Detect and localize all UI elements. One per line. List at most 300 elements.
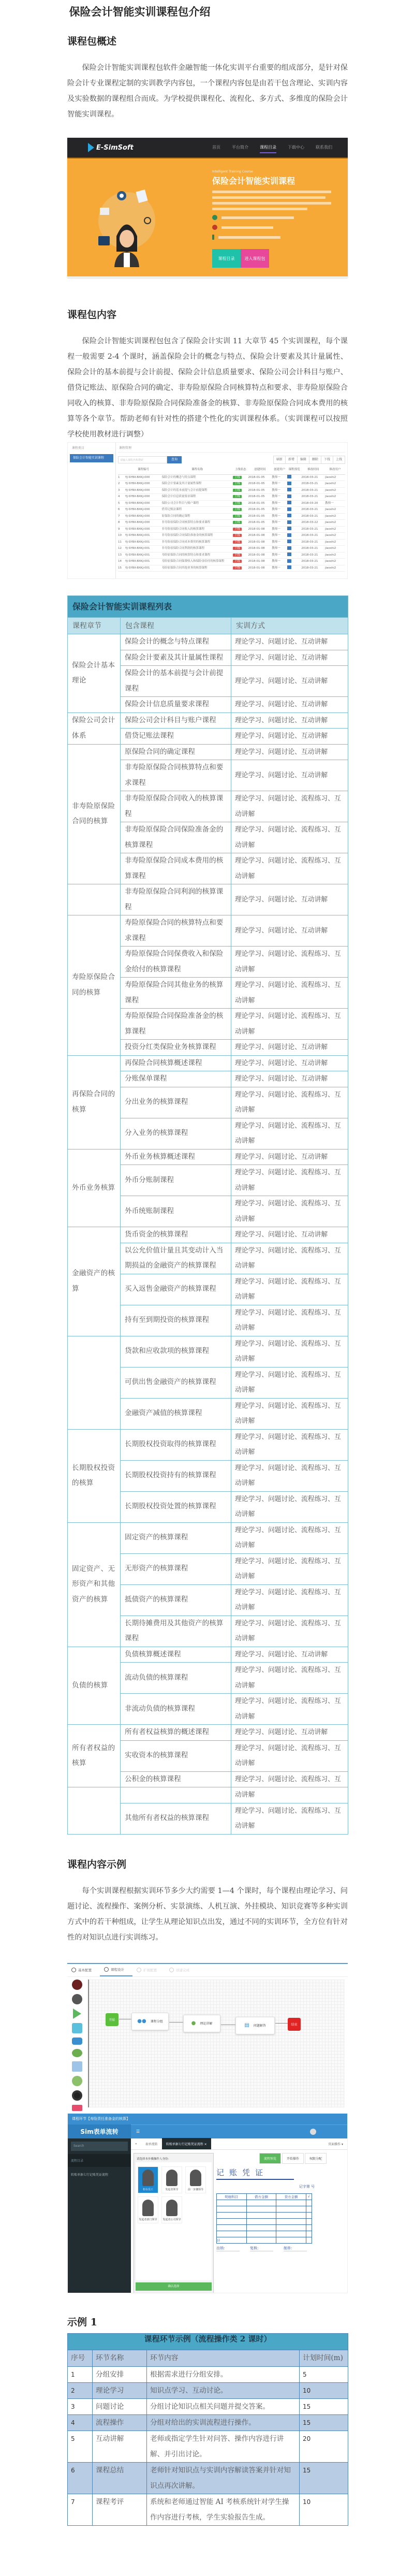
tab-voucher-flow[interactable]: 转账单据七行记账凭证流程 ×: [162, 2138, 211, 2149]
grid-cell: 2018-03-21: [301, 546, 325, 552]
grid-cell: 5: [118, 500, 125, 507]
grid-cell: 寿险原保险合同的核算特点和要求课程: [162, 552, 233, 559]
person-avatar-icon: [166, 2170, 178, 2186]
grid-row[interactable]: [118, 539, 345, 546]
voucher-cell[interactable]: [306, 2218, 312, 2224]
grid-cell: 教师一: [325, 500, 345, 507]
tree-title: 课程类目: [72, 446, 85, 450]
preview-icon[interactable]: [287, 475, 291, 478]
steps-table-row: [68, 2414, 348, 2431]
toolbar-button[interactable]: 上线: [333, 456, 345, 464]
grid-cell: 非寿险原保险合同利润的核算课程: [162, 546, 233, 552]
banner-nav-item[interactable]: 下载中心: [288, 144, 304, 150]
grid-cell: YJ-SYBX-BXKJ-001: [125, 559, 162, 565]
grid-row[interactable]: [118, 533, 345, 540]
status-cell: [233, 487, 248, 494]
grid-row[interactable]: [118, 520, 345, 527]
example-heading: 课程内容示例: [67, 1858, 127, 1870]
grid-row[interactable]: [118, 494, 345, 501]
voucher-cell[interactable]: [276, 2237, 306, 2243]
course-name-cell: 寿险原保险合同保险准备金的核算课程: [121, 1009, 231, 1040]
wizard-step[interactable]: [165, 1968, 198, 1972]
grid-cell: 教师一: [272, 500, 287, 507]
sim-window-header: 课程环节【寿险责任准备金的核算】: [68, 2114, 347, 2124]
grid-cell: 2018-03-21: [301, 481, 325, 488]
course-name-cell: 公积金的核算课程: [121, 1771, 231, 1787]
wizard-step[interactable]: [100, 1963, 132, 1976]
step-minutes: 15: [300, 2462, 348, 2494]
voucher-cell[interactable]: [306, 2231, 312, 2237]
banner-nav-item[interactable]: 联系我们: [316, 144, 332, 150]
grid-cell: 教师一: [272, 526, 287, 533]
voucher-cell[interactable]: [276, 2212, 306, 2218]
voucher-cell[interactable]: [306, 2200, 312, 2206]
status-cell: [233, 481, 248, 488]
grid-cell: 2018-01-08: [248, 526, 272, 533]
grid-cell: 14: [118, 559, 125, 565]
grid-cell: 2018-01-08: [248, 546, 272, 552]
grid-cell: 教师一: [272, 559, 287, 565]
step-content: 老师针对知识点与实训内容解读答案并针对知识点再次讲解。: [147, 2462, 300, 2494]
globe-tool-icon[interactable]: [72, 2076, 82, 2086]
training-method-cell: 理论学习、问题讨论、流程练习、互动讲解: [231, 1196, 348, 1227]
preview-icon[interactable]: [287, 520, 291, 524]
voucher-cell[interactable]: [276, 2200, 306, 2206]
grid-cell: jiaoshi2: [325, 565, 345, 572]
voucher-cell[interactable]: [246, 2212, 276, 2218]
step-number: 5: [68, 2431, 93, 2462]
step-name: 流程操作: [93, 2414, 147, 2431]
banner-nav-item[interactable]: 首页: [212, 144, 220, 150]
course-name-cell: 非寿险原保险合同利润的核算课程: [121, 884, 231, 915]
tab-prev-icon[interactable]: «: [135, 2142, 137, 2146]
role-option[interactable]: [161, 2166, 182, 2193]
page-title: 保险会计智能实训课程包介绍: [69, 5, 211, 18]
training-method-cell: 理论学习、问题讨论、流程练习、互动讲解: [231, 1118, 348, 1149]
preview-cell: [287, 487, 301, 494]
grid-row[interactable]: [118, 526, 345, 533]
dialog-title: 请选择本步骤操作人身份：: [137, 2157, 171, 2161]
content-text: 保险会计智能实训课程包包含了保险会计实训 11 大章节 45 个实训课程，每个课程一般需要 2-4 个课时，涵盖保险会计的概念与特点、保险会计要素及其计量属性、保险会计的基本前提与会计前提、保险会计信息质量要求、保险公司会计科目与账户、借贷记账法、原保险合同的确定、非寿险原保险合同核算特点和要求、非寿险原保险合同收入的核算、非寿险原保险合同保险准备金的核算、非寿险原保险合同成本费用的核算等各个章节。帮助老师有针对性的搭建个性化的实训课程体系。（实训课程可以按照学校使用教材进行调整）: [67, 337, 348, 439]
voucher-cell[interactable]: [246, 2218, 276, 2224]
panel-title: 课程管理: [118, 445, 345, 453]
start-tool-icon[interactable]: [73, 2009, 81, 2019]
voucher-cell[interactable]: [217, 2218, 247, 2224]
training-method-cell: 理论学习、问题讨论、互动讲解: [231, 760, 348, 791]
training-method-cell: 理论学习、问题讨论、流程练习、互动讲解: [231, 947, 348, 978]
grid-row[interactable]: [118, 500, 345, 507]
status-badge: 下线: [233, 566, 242, 570]
status-badge: 下线: [233, 534, 242, 537]
voucher-cell[interactable]: [217, 2200, 247, 2206]
course-name-cell: 分入业务的核算课程: [121, 1118, 231, 1149]
course-name-cell: 再保险合同核算概述课程: [121, 1055, 231, 1071]
grid-cell: 2018-03-21: [301, 507, 325, 514]
voucher-cell[interactable]: [276, 2224, 306, 2231]
grid-cell: 2018-03-20: [301, 500, 325, 507]
preview-icon[interactable]: [287, 533, 291, 537]
grid-cell: 寿险原保险合同保费收入和保险金给付的核算课程: [162, 559, 233, 565]
training-method-cell: 理论学习、问题讨论、流程练习、互动讲解: [231, 1009, 348, 1040]
grid-cell: jiaoshi2: [325, 481, 345, 488]
preview-icon[interactable]: [287, 559, 291, 563]
voucher-cell[interactable]: [217, 2212, 247, 2218]
voucher-row: [217, 2206, 312, 2212]
tab-form-flow[interactable]: 表单流转: [145, 2142, 158, 2146]
preview-icon[interactable]: [287, 527, 291, 530]
course-row: [68, 884, 348, 915]
end-tool-icon[interactable]: [72, 2105, 82, 2111]
role-option[interactable]: [161, 2196, 182, 2223]
grid-cell: 教师一: [272, 513, 287, 520]
user-tool-icon[interactable]: [72, 2049, 82, 2057]
grid-cell: 2018-03-21: [301, 565, 325, 572]
grid-cell: 13: [118, 552, 125, 559]
role-label: 发起者领导: [165, 2188, 179, 2191]
col-chapter: 课程章节: [68, 618, 121, 634]
person-avatar-icon: [190, 2170, 201, 2186]
course-name-cell: 流动负债的核算课程: [121, 1663, 231, 1694]
course-row: [68, 1227, 348, 1243]
step-number: 3: [68, 2398, 93, 2414]
training-method-cell: 理论学习、问题讨论、流程练习、互动讲解: [231, 1336, 348, 1367]
grid-cell: 7: [118, 513, 125, 520]
voucher-row: [217, 2237, 312, 2243]
grid-cell: 2018-01-08: [248, 559, 272, 565]
training-method-cell: 理论学习、问题讨论、互动讲解: [231, 1149, 348, 1165]
grid-cell: 2: [118, 481, 125, 488]
check-circle-icon: [71, 1968, 76, 1972]
chapter-cell: [68, 1336, 121, 1429]
flow-node[interactable]: [131, 2013, 169, 2030]
course-row: [68, 634, 348, 650]
training-method-cell: 理论学习、问题讨论、互动讲解: [231, 634, 348, 650]
grid-cell: jiaoshi2: [325, 494, 345, 501]
role-option[interactable]: [138, 2196, 158, 2223]
flow-node[interactable]: [235, 2017, 275, 2034]
course-name-cell: 固定资产的核算课程: [121, 1522, 231, 1553]
grid-row[interactable]: [118, 546, 345, 552]
training-method-cell: 理论学习、问题讨论、互动讲解: [231, 697, 348, 713]
training-method-cell: 理论学习、问题讨论、互动讲解: [231, 1647, 348, 1663]
sidebar-menu-item[interactable]: 转账单据七行记账凭证流程: [71, 2173, 109, 2177]
chapter-cell: [68, 1787, 121, 1835]
status-cell: [233, 500, 248, 507]
step-name: 问题讨论: [93, 2398, 147, 2414]
start-node[interactable]: 开始: [106, 2013, 119, 2026]
menu-toggle-icon[interactable]: ☰: [136, 2129, 140, 2134]
step-label: 基本配置: [78, 1968, 92, 1972]
toolbar-button[interactable]: 编辑: [297, 456, 309, 464]
grid-cell: 2018-03-21: [301, 526, 325, 533]
grid-row[interactable]: [118, 507, 345, 514]
preview-cell: [287, 539, 301, 546]
step-content: 根据需求进行分组安排。: [147, 2366, 300, 2382]
tree-item-selected[interactable]: 保险会计智能实训课程: [70, 454, 113, 462]
course-name-cell: 分账保单课程: [121, 1071, 231, 1087]
voucher-cell[interactable]: [217, 2224, 247, 2231]
step-number: 1: [68, 2366, 93, 2382]
wizard-step[interactable]: [67, 1968, 100, 1972]
step-number-icon: [104, 1967, 109, 1972]
preview-icon[interactable]: [287, 565, 291, 569]
toolbar-button[interactable]: 下线: [321, 456, 333, 464]
step-number: 2: [68, 2382, 93, 2398]
flow-preview-button[interactable]: 流程预览: [259, 2153, 281, 2164]
preview-icon[interactable]: [287, 552, 291, 556]
step-minutes: 15: [300, 2414, 348, 2431]
course-catalog-button[interactable]: 课程目录: [212, 249, 241, 268]
preview-cell: [287, 565, 301, 572]
status-cell: [233, 513, 248, 520]
course-name-cell: 寿险原保险合同保费收入和保险金给付的核算课程: [121, 947, 231, 978]
grid-row[interactable]: [118, 487, 345, 494]
chapter-cell: 负债的核算: [68, 1647, 121, 1725]
preview-cell: [287, 507, 301, 514]
training-method-cell: 理论学习、问题讨论、流程练习、互动讲解: [231, 1740, 348, 1771]
user-avatar[interactable]: [310, 2129, 316, 2135]
preview-cell: [287, 533, 301, 540]
grid-row[interactable]: [118, 474, 345, 481]
document-tool-icon[interactable]: [72, 2061, 82, 2072]
course-name-cell: 非流动负债的核算课程: [121, 1694, 231, 1725]
grid-cell: jiaoshi2: [325, 533, 345, 540]
enter-course-button[interactable]: 进入课程包: [241, 249, 269, 268]
status-cell: [233, 539, 248, 546]
training-method-cell: 理论学习、问题讨论、流程练习、互动讲解: [231, 1553, 348, 1584]
businesswoman-illustration: [96, 184, 158, 267]
steps-table-row: [68, 2382, 348, 2398]
voucher-col: 贷方金额: [276, 2193, 306, 2200]
pointer-tool-icon[interactable]: [72, 1980, 82, 1990]
course-name-cell: 可供出售金融资产的核算课程: [121, 1367, 231, 1398]
grid-row[interactable]: [118, 513, 345, 520]
group-icon: ●●: [137, 2018, 146, 2024]
preview-cell: [287, 559, 301, 565]
grid-cell: 非寿险原保险合同收入的核算课程: [162, 526, 233, 533]
step-content: 知识点学习、互动讨论。: [147, 2382, 300, 2398]
preview-icon[interactable]: [287, 540, 291, 543]
step-minutes: 15: [300, 2398, 348, 2414]
voucher-cell[interactable]: [276, 2218, 306, 2224]
sidebar-search-input[interactable]: Search: [71, 2142, 128, 2151]
grid-row[interactable]: [118, 559, 345, 565]
toolbar-button[interactable]: 新增: [285, 456, 298, 464]
course-name-cell: 非寿险原保险合同收入的核算课程: [121, 791, 231, 822]
voucher-cell[interactable]: [246, 2206, 276, 2212]
voucher-cell[interactable]: [217, 2206, 247, 2212]
training-method-cell: 理论学习、问题讨论、互动讲解: [231, 1725, 348, 1741]
step-name: 分组安排: [93, 2366, 147, 2382]
grid-cell: YJ-SYBX-BXKJ-000: [125, 526, 162, 533]
banner-nav-item[interactable]: 平台简介: [232, 144, 248, 150]
training-method-cell: 理论学习、问题讨论、互动讲解: [231, 666, 348, 697]
steps-table-header: 计划时间(m): [300, 2350, 348, 2366]
preview-icon[interactable]: [287, 507, 291, 511]
grid-cell: jiaoshi2: [325, 539, 345, 546]
grid-cell: YJ-SYBX-BXKJ-000: [125, 513, 162, 520]
grid-cell: 9: [118, 526, 125, 533]
preview-icon[interactable]: [287, 546, 291, 550]
course-name-cell: 负债核算概述课程: [121, 1647, 231, 1663]
accounting-voucher: [216, 2167, 315, 2251]
voucher-col: 借方金额: [246, 2193, 276, 2200]
example1-heading: 示例 1: [67, 2316, 97, 2328]
voucher-cell[interactable]: [246, 2200, 276, 2206]
grid-cell: 原保险合同的确定课程: [162, 513, 233, 520]
voucher-row: [217, 2231, 312, 2237]
voucher-cell[interactable]: [246, 2224, 276, 2231]
role-option[interactable]: [138, 2166, 158, 2193]
voucher-cell[interactable]: [246, 2237, 276, 2243]
course-name-cell: 保险公司会计科目与账户课程: [121, 712, 231, 729]
training-method-cell: 理论学习、问题讨论、互动讲解: [231, 915, 348, 947]
logo-text: E-SimSoft: [96, 143, 134, 152]
grid-cell: 教师一: [272, 533, 287, 540]
grid-cell: 2018-03-21: [301, 474, 325, 481]
status-badge: 下线: [233, 560, 242, 563]
grid-cell: jiaoshi2: [325, 507, 345, 514]
voucher-cell[interactable]: [306, 2212, 312, 2218]
grid-row[interactable]: [118, 552, 345, 559]
grid-cell: 借贷记账法课程: [162, 507, 233, 514]
toolbar-button[interactable]: 刷新: [273, 456, 286, 464]
status-badge: 下线: [233, 554, 242, 557]
flow-node[interactable]: [183, 2015, 220, 2032]
grid-row[interactable]: [118, 481, 345, 488]
course-name-cell: [121, 1787, 231, 1803]
example-text: 每个实训课程根据实训环节多少大约需要 1—4 个课时，每个课程由理论学习、问题讨论、流程操作、案例分析、实景演练、人机互演、外挂模块、知识竞赛等多种实训方式中的若干种组成，让学生从理论知识点出发，通过不同的实训环节，全方位有针对性的对知识点进行实训练习。: [67, 1886, 348, 1942]
task-tool-icon[interactable]: [72, 2023, 82, 2033]
banner-title: 保险会计智能实训课程: [212, 176, 295, 186]
permission-button[interactable]: 权限分配: [305, 2153, 327, 2164]
preview-icon[interactable]: [287, 514, 291, 517]
flow-canvas[interactable]: [88, 1980, 345, 2107]
grid-cell: 4: [118, 494, 125, 501]
course-search-input[interactable]: 请输入课程名称搜索: [118, 456, 167, 463]
toolbar-button[interactable]: 删除: [309, 456, 321, 464]
grid-cell: jiaoshi2: [325, 546, 345, 552]
voucher-cell[interactable]: [306, 2206, 312, 2212]
chapter-cell: 保险会计基本理论: [68, 634, 121, 713]
training-method-cell: 理论学习、问题讨论、流程练习、互动讲解: [231, 853, 348, 884]
chapter-cell: 寿险原保险合同的核算: [68, 915, 121, 1056]
training-method-cell: 动讲解: [231, 1787, 348, 1803]
course-name-cell: 保险会计要素及其计量属性课程: [121, 650, 231, 666]
course-name-cell: 外币统账制课程: [121, 1196, 231, 1227]
preview-icon[interactable]: [287, 494, 291, 498]
steps-table-header: 环节名称: [93, 2350, 147, 2366]
status-badge: 下线: [233, 547, 242, 550]
voucher-cell[interactable]: [276, 2206, 306, 2212]
chapter-cell: 长期股权投资的核算: [68, 1429, 121, 1522]
page-actions-dropdown[interactable]: 页面操作 ▾: [328, 2142, 343, 2146]
voucher-row: [217, 2212, 312, 2218]
start-operation-button[interactable]: 开始操作: [282, 2153, 304, 2164]
grid-cell: 8: [118, 520, 125, 527]
course-list-table: [67, 595, 348, 1835]
overview-text: 保险会计智能实训课程包软件金融智能一体化实训平台重要的组成部分，是针对保险会计专业课程定制的实训教学内容包，一个课程内容包是由若干包含理论、实训内容及实验数据的课程组合而成。为学校提供课程化、流程化、多方式、多维度的保险会计智能实训课程。: [67, 64, 348, 119]
role-label: 前一步骤领导: [187, 2188, 203, 2191]
grid-cell: 非寿险原保险合同成本费用的核算课程: [162, 539, 233, 546]
voucher-number: 记字第 号: [299, 2184, 315, 2189]
training-method-cell: 理论学习、问题讨论、流程练习、互动讲解: [231, 822, 348, 853]
connect-tool-icon[interactable]: [72, 1994, 82, 2004]
voucher-cell[interactable]: [217, 2231, 247, 2237]
grid-cell: jiaoshi2: [325, 552, 345, 559]
grid-cell: 2018-03-21: [301, 487, 325, 494]
grid-cell: 教师一: [272, 565, 287, 572]
person-avatar-icon: [142, 2170, 154, 2186]
grid-cell: 12: [118, 546, 125, 552]
grid-header: 课程名称: [162, 466, 233, 474]
status-cell: [233, 546, 248, 552]
grid-cell: 2018-01-05: [248, 507, 272, 514]
training-method-cell: 理论学习、问题讨论、互动讲解: [231, 744, 348, 760]
course-row: [68, 1787, 348, 1803]
grid-cell: 非寿险原保险合同保险准备金的核算课程: [162, 533, 233, 540]
grid-cell: 教师一: [272, 520, 287, 527]
training-method-cell: 理论学习、问题讨论、流程练习、互: [231, 1771, 348, 1787]
grid-cell: 10: [118, 533, 125, 540]
voucher-cell[interactable]: [306, 2237, 312, 2243]
voucher-cell[interactable]: 计: [217, 2237, 247, 2243]
chapter-cell: 外币业务核算: [68, 1149, 121, 1227]
grid-cell: jiaoshi2: [325, 474, 345, 481]
step-minutes: 20: [300, 2431, 348, 2462]
group-tool-icon[interactable]: [72, 2037, 82, 2045]
training-method-cell: 理论学习、问题讨论、互动讲解: [231, 884, 348, 915]
confirm-role-button[interactable]: 确认选择: [136, 2282, 212, 2291]
training-method-cell: 理论学习、问题讨论、互动讲解: [231, 1227, 348, 1243]
chapter-cell: 固定资产、无形资产和其他资产的核算: [68, 1522, 121, 1647]
end-node[interactable]: 结束: [288, 2018, 301, 2031]
wizard-step[interactable]: [132, 1968, 165, 1972]
step-name: 互动讲解: [93, 2431, 147, 2462]
course-name-cell: 非寿险原保险合同保险准备金的核算课程: [121, 822, 231, 853]
record-tool-icon[interactable]: [72, 2090, 82, 2101]
grid-cell: YJ-SYBX-BXKJ-000: [125, 481, 162, 488]
course-management-screenshot: [67, 442, 348, 579]
step-label: 课程设计: [111, 1968, 124, 1972]
course-name-cell: 保险会计的概念与特点课程: [121, 634, 231, 650]
grid-row[interactable]: [118, 565, 345, 572]
preview-cell: [287, 526, 301, 533]
role-option[interactable]: [185, 2166, 206, 2193]
preview-icon[interactable]: [287, 482, 291, 485]
training-method-cell: 理论学习、问题讨论、流程练习、互动讲解: [231, 1522, 348, 1553]
course-name-cell: 货币资金的核算课程: [121, 1227, 231, 1243]
voucher-cell[interactable]: [276, 2231, 306, 2237]
preview-icon[interactable]: [287, 501, 291, 504]
chapter-cell: 所有者权益的核算: [68, 1725, 121, 1787]
preview-cell: [287, 546, 301, 552]
search-button[interactable]: 查询: [167, 456, 182, 463]
training-method-cell: 理论学习、问题讨论、流程练习、互动讲解: [231, 1694, 348, 1725]
voucher-cell[interactable]: [306, 2224, 312, 2231]
grid-header: 课程预览: [287, 466, 301, 474]
training-method-cell: 理论学习、问题讨论、流程练习、互动讲解: [231, 791, 348, 822]
voucher-signature-label: 复核：: [250, 2246, 273, 2251]
status-cell: [233, 565, 248, 572]
voucher-cell[interactable]: [246, 2231, 276, 2237]
grid-cell: YJ-SYBX-BXKJ-001: [125, 552, 162, 559]
feature-line: [212, 235, 331, 240]
preview-icon[interactable]: [287, 488, 291, 491]
grid-cell: 保险会计的概念与特点课程: [162, 474, 233, 481]
status-cell: [233, 526, 248, 533]
banner-nav-item[interactable]: 课程目录: [260, 142, 276, 153]
